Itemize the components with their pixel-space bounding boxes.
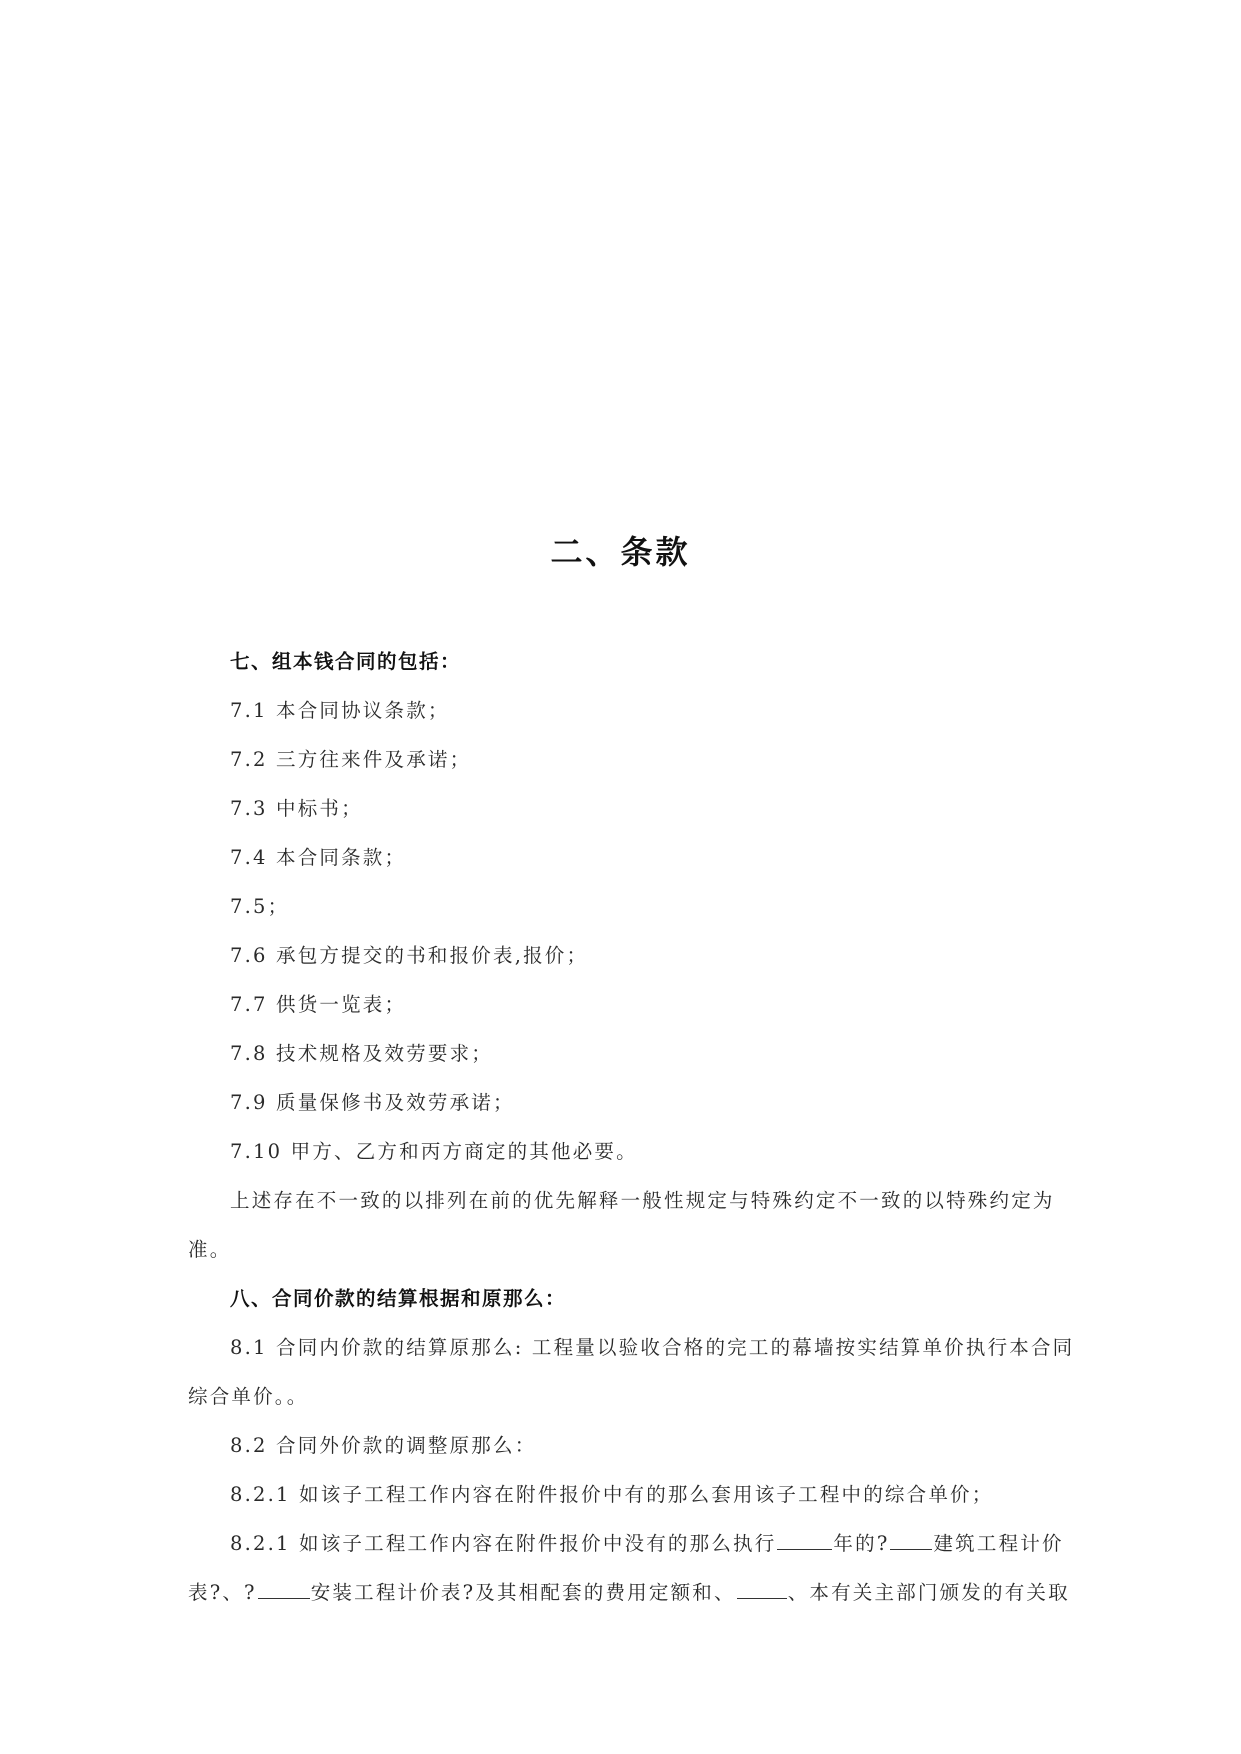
fill-blank[interactable]	[890, 1531, 932, 1550]
clause-8-heading: 八、合同价款的结算根据和原那么：	[230, 1287, 567, 1310]
clause-8-2-1-b-line1	[188, 1519, 1068, 1568]
clause-8-2-1-a: 8.2.1 如该子工程工作内容在附件报价中有的那么套用该子工程中的综合单价；	[230, 1483, 994, 1506]
fill-blank[interactable]	[737, 1580, 787, 1599]
clause-text: 、本有关主部门颁发的有关取	[787, 1581, 1070, 1604]
clause-text: 年的?	[833, 1532, 890, 1555]
clause-text: 8.2.1 如该子工程工作内容在附件报价中没有的那么执行	[230, 1532, 777, 1555]
clause-8-1-line2: 综合单价。。	[188, 1385, 309, 1408]
clause-item: 7.9 质量保修书及效劳承诺；	[230, 1091, 515, 1114]
clause-item: 7.4 本合同条款；	[230, 846, 407, 869]
clause-item: 7.3 中标书；	[230, 797, 363, 820]
clause-8-2-1-b-line2	[188, 1568, 1068, 1617]
clause-7-heading: 七、组本钱合同的包括：	[230, 650, 462, 673]
precedence-note-line1: 上述存在不一致的以排列在前的优先解释一般性规定与特殊约定不一致的以特殊约定为	[230, 1189, 1055, 1212]
fill-blank[interactable]	[258, 1580, 310, 1599]
clause-8-2: 8.2 合同外价款的调整原那么：	[230, 1434, 537, 1457]
fill-blank[interactable]	[777, 1531, 832, 1550]
clause-item: 7.10 甲方、乙方和丙方商定的其他必要。	[230, 1140, 638, 1163]
clause-item: 7.2 三方往来件及承诺；	[230, 748, 472, 771]
clause-text: 建筑工程计价	[933, 1532, 1064, 1555]
clause-item: 7.6 承包方提交的书和报价表,报价；	[230, 944, 589, 967]
clause-item: 7.8 技术规格及效劳要求；	[230, 1042, 494, 1065]
section-title: 二、条款	[550, 533, 691, 571]
clause-item: 7.1 本合同协议条款；	[230, 699, 450, 722]
clause-item: 7.7 供货一览表；	[230, 993, 407, 1016]
clause-text: 安装工程计价表?及其相配套的费用定额和、	[310, 1581, 736, 1604]
clause-8-1-line1: 8.1 合同内价款的结算原那么: 工程量以验收合格的完工的幕墙按实结算单价执行本合同	[230, 1336, 1075, 1359]
clause-item: 7.5；	[230, 895, 290, 918]
clauses-body	[188, 637, 1075, 1617]
precedence-note-line2: 准。	[188, 1238, 232, 1261]
clause-text: 表?、?	[188, 1581, 257, 1604]
